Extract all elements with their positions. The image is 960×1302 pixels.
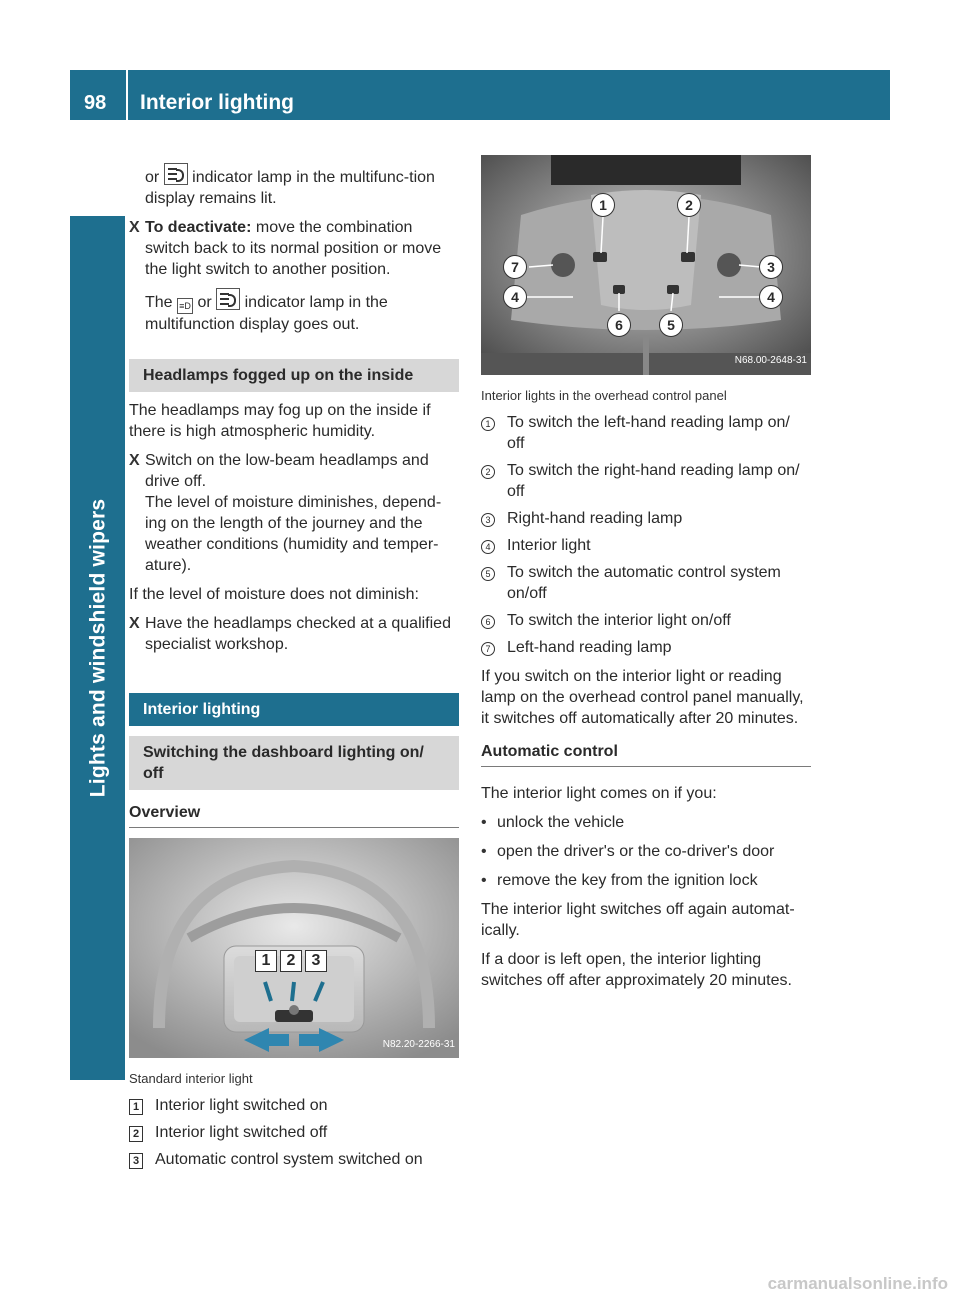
right-column	[481, 155, 811, 999]
legend-number: 5	[481, 567, 495, 581]
legend-number: 3	[129, 1153, 143, 1169]
legend-item	[129, 1149, 459, 1170]
photo2-caption: Interior lights in the overhead control panel	[481, 388, 727, 403]
standard-interior-light-photo	[129, 838, 459, 1058]
high-beam-auto-icon	[216, 288, 240, 310]
photo1-legend	[129, 1095, 459, 1170]
step-arrow-icon: X	[129, 615, 140, 632]
step-arrow-icon: X	[129, 452, 140, 469]
legend-number: 4	[481, 540, 495, 554]
text-fragment: or	[197, 294, 212, 311]
callout-2: 2	[280, 950, 302, 972]
callout-4-left: 4	[503, 285, 527, 309]
legend-item	[481, 535, 811, 556]
section-heading: Interior lighting	[129, 693, 459, 726]
fog-step-text: Have the headlamps checked at a qualified specialist workshop.	[145, 615, 451, 653]
legend-number: 2	[129, 1126, 143, 1142]
photo1-svg	[129, 838, 459, 1058]
paragraph-indicator-lit	[145, 163, 459, 209]
list-item	[481, 870, 811, 891]
legend-text: Left-hand reading lamp	[507, 639, 672, 656]
step-arrow-icon: X	[129, 219, 140, 236]
automatic-control-intro: The interior light comes on if you:	[481, 785, 717, 802]
subsection-heading: Switching the dashboard lighting on/ off	[129, 736, 459, 790]
photo1-caption: Standard interior light	[129, 1071, 253, 1086]
header-title: Interior lighting	[140, 91, 294, 114]
photo2-legend	[481, 412, 811, 658]
paragraph-indicator-out	[145, 288, 459, 335]
legend-text: To switch the right-hand reading lamp on/ off	[507, 462, 800, 500]
legend-number: 6	[481, 615, 495, 629]
fog-step-result: The level of moisture diminishes, depend-ing on the length of the journey and the weather conditions (humidity and temper-ature).	[145, 494, 442, 574]
fog-step-2	[129, 613, 459, 655]
legend-item	[481, 508, 811, 529]
fog-heading: Headlamps fogged up on the inside	[129, 359, 459, 392]
legend-item	[481, 610, 811, 631]
legend-text: Right-hand reading lamp	[507, 510, 683, 527]
callout-1: 1	[255, 950, 277, 972]
callout-1: 1	[591, 193, 615, 217]
fog-paragraph: The headlamps may fog up on the inside if there is high atmospheric humidity.	[129, 402, 431, 440]
bullet-marker: •	[481, 872, 487, 889]
page-header	[70, 70, 890, 120]
legend-text: Interior light switched on	[155, 1097, 328, 1114]
text-fragment: indicator lamp in the multifunc-tion display remains lit.	[145, 169, 435, 207]
text-fragment: indicator lamp in the multifunction display goes out.	[145, 294, 388, 333]
legend-text: Automatic control system switched on	[155, 1151, 423, 1168]
list-item-text: open the driver's or the co-driver's door	[497, 843, 775, 860]
text-fragment: The	[145, 294, 173, 311]
legend-item	[481, 562, 811, 604]
high-beam-auto-icon	[164, 163, 188, 185]
list-item	[481, 812, 811, 833]
legend-number: 2	[481, 465, 495, 479]
fog-step-1	[129, 450, 459, 576]
legend-item	[481, 412, 811, 454]
overhead-control-panel-photo	[481, 155, 811, 375]
legend-number: 1	[129, 1099, 143, 1115]
footer-watermark[interactable]: carmanualsonline.info	[767, 1274, 948, 1293]
callout-3: 3	[305, 950, 327, 972]
callout-2: 2	[677, 193, 701, 217]
photo2-code: N68.00-2648-31	[734, 355, 807, 366]
legend-number: 3	[481, 513, 495, 527]
automatic-control-list	[481, 812, 811, 891]
legend-item	[129, 1095, 459, 1116]
photo2-callouts	[481, 155, 811, 375]
automatic-control-heading: Automatic control	[481, 741, 811, 767]
header-divider	[126, 70, 128, 120]
legend-text: Interior light	[507, 537, 591, 554]
door-open-paragraph: If a door is left open, the interior lighting switches off after approximately 20 minutes.	[481, 951, 792, 989]
list-item-text: remove the key from the ignition lock	[497, 872, 758, 889]
fog-paragraph-2: If the level of moisture does not diminish:	[129, 586, 419, 603]
photo1-code: N82.20-2266-31	[382, 1039, 455, 1050]
callout-7: 7	[503, 255, 527, 279]
legend-text: To switch the interior light on/off	[507, 612, 731, 629]
legend-number: 7	[481, 642, 495, 656]
fog-step-text: Switch on the low-beam headlamps and drive off.	[145, 452, 429, 490]
text-fragment: or	[145, 169, 160, 186]
legend-item	[481, 460, 811, 502]
page-number: 98	[84, 92, 107, 114]
bullet-marker: •	[481, 843, 487, 860]
callout-4-right: 4	[759, 285, 783, 309]
manual-switch-paragraph: If you switch on the interior light or reading lamp on the overhead control panel manually, it switches off automatically after 20 minutes.	[481, 668, 804, 727]
photo1-callouts	[255, 950, 327, 972]
chapter-side-tab	[70, 216, 125, 1080]
legend-text: To switch the automatic control system on/off	[507, 564, 781, 602]
low-beam-icon: ≡D	[177, 298, 193, 314]
deactivate-text: move the combination switch back to its normal position or move the light switch to another position.	[145, 219, 442, 278]
legend-text: Interior light switched off	[155, 1124, 328, 1141]
deactivate-label: To deactivate:	[145, 219, 252, 236]
bullet-marker: •	[481, 814, 487, 831]
legend-item	[129, 1122, 459, 1143]
legend-item	[481, 637, 811, 658]
legend-text: To switch the left-hand reading lamp on/ off	[507, 414, 790, 452]
chapter-label: Lights and windshield wipers	[86, 498, 109, 798]
callout-5: 5	[659, 313, 683, 337]
list-item-text: unlock the vehicle	[497, 814, 625, 831]
legend-number: 1	[481, 417, 495, 431]
automatic-off-paragraph: The interior light switches off again automat-ically.	[481, 901, 795, 939]
left-column	[129, 163, 459, 1176]
overview-heading: Overview	[129, 802, 459, 828]
list-item	[481, 841, 811, 862]
callout-6: 6	[607, 313, 631, 337]
deactivate-step	[129, 217, 459, 280]
callout-3: 3	[759, 255, 783, 279]
